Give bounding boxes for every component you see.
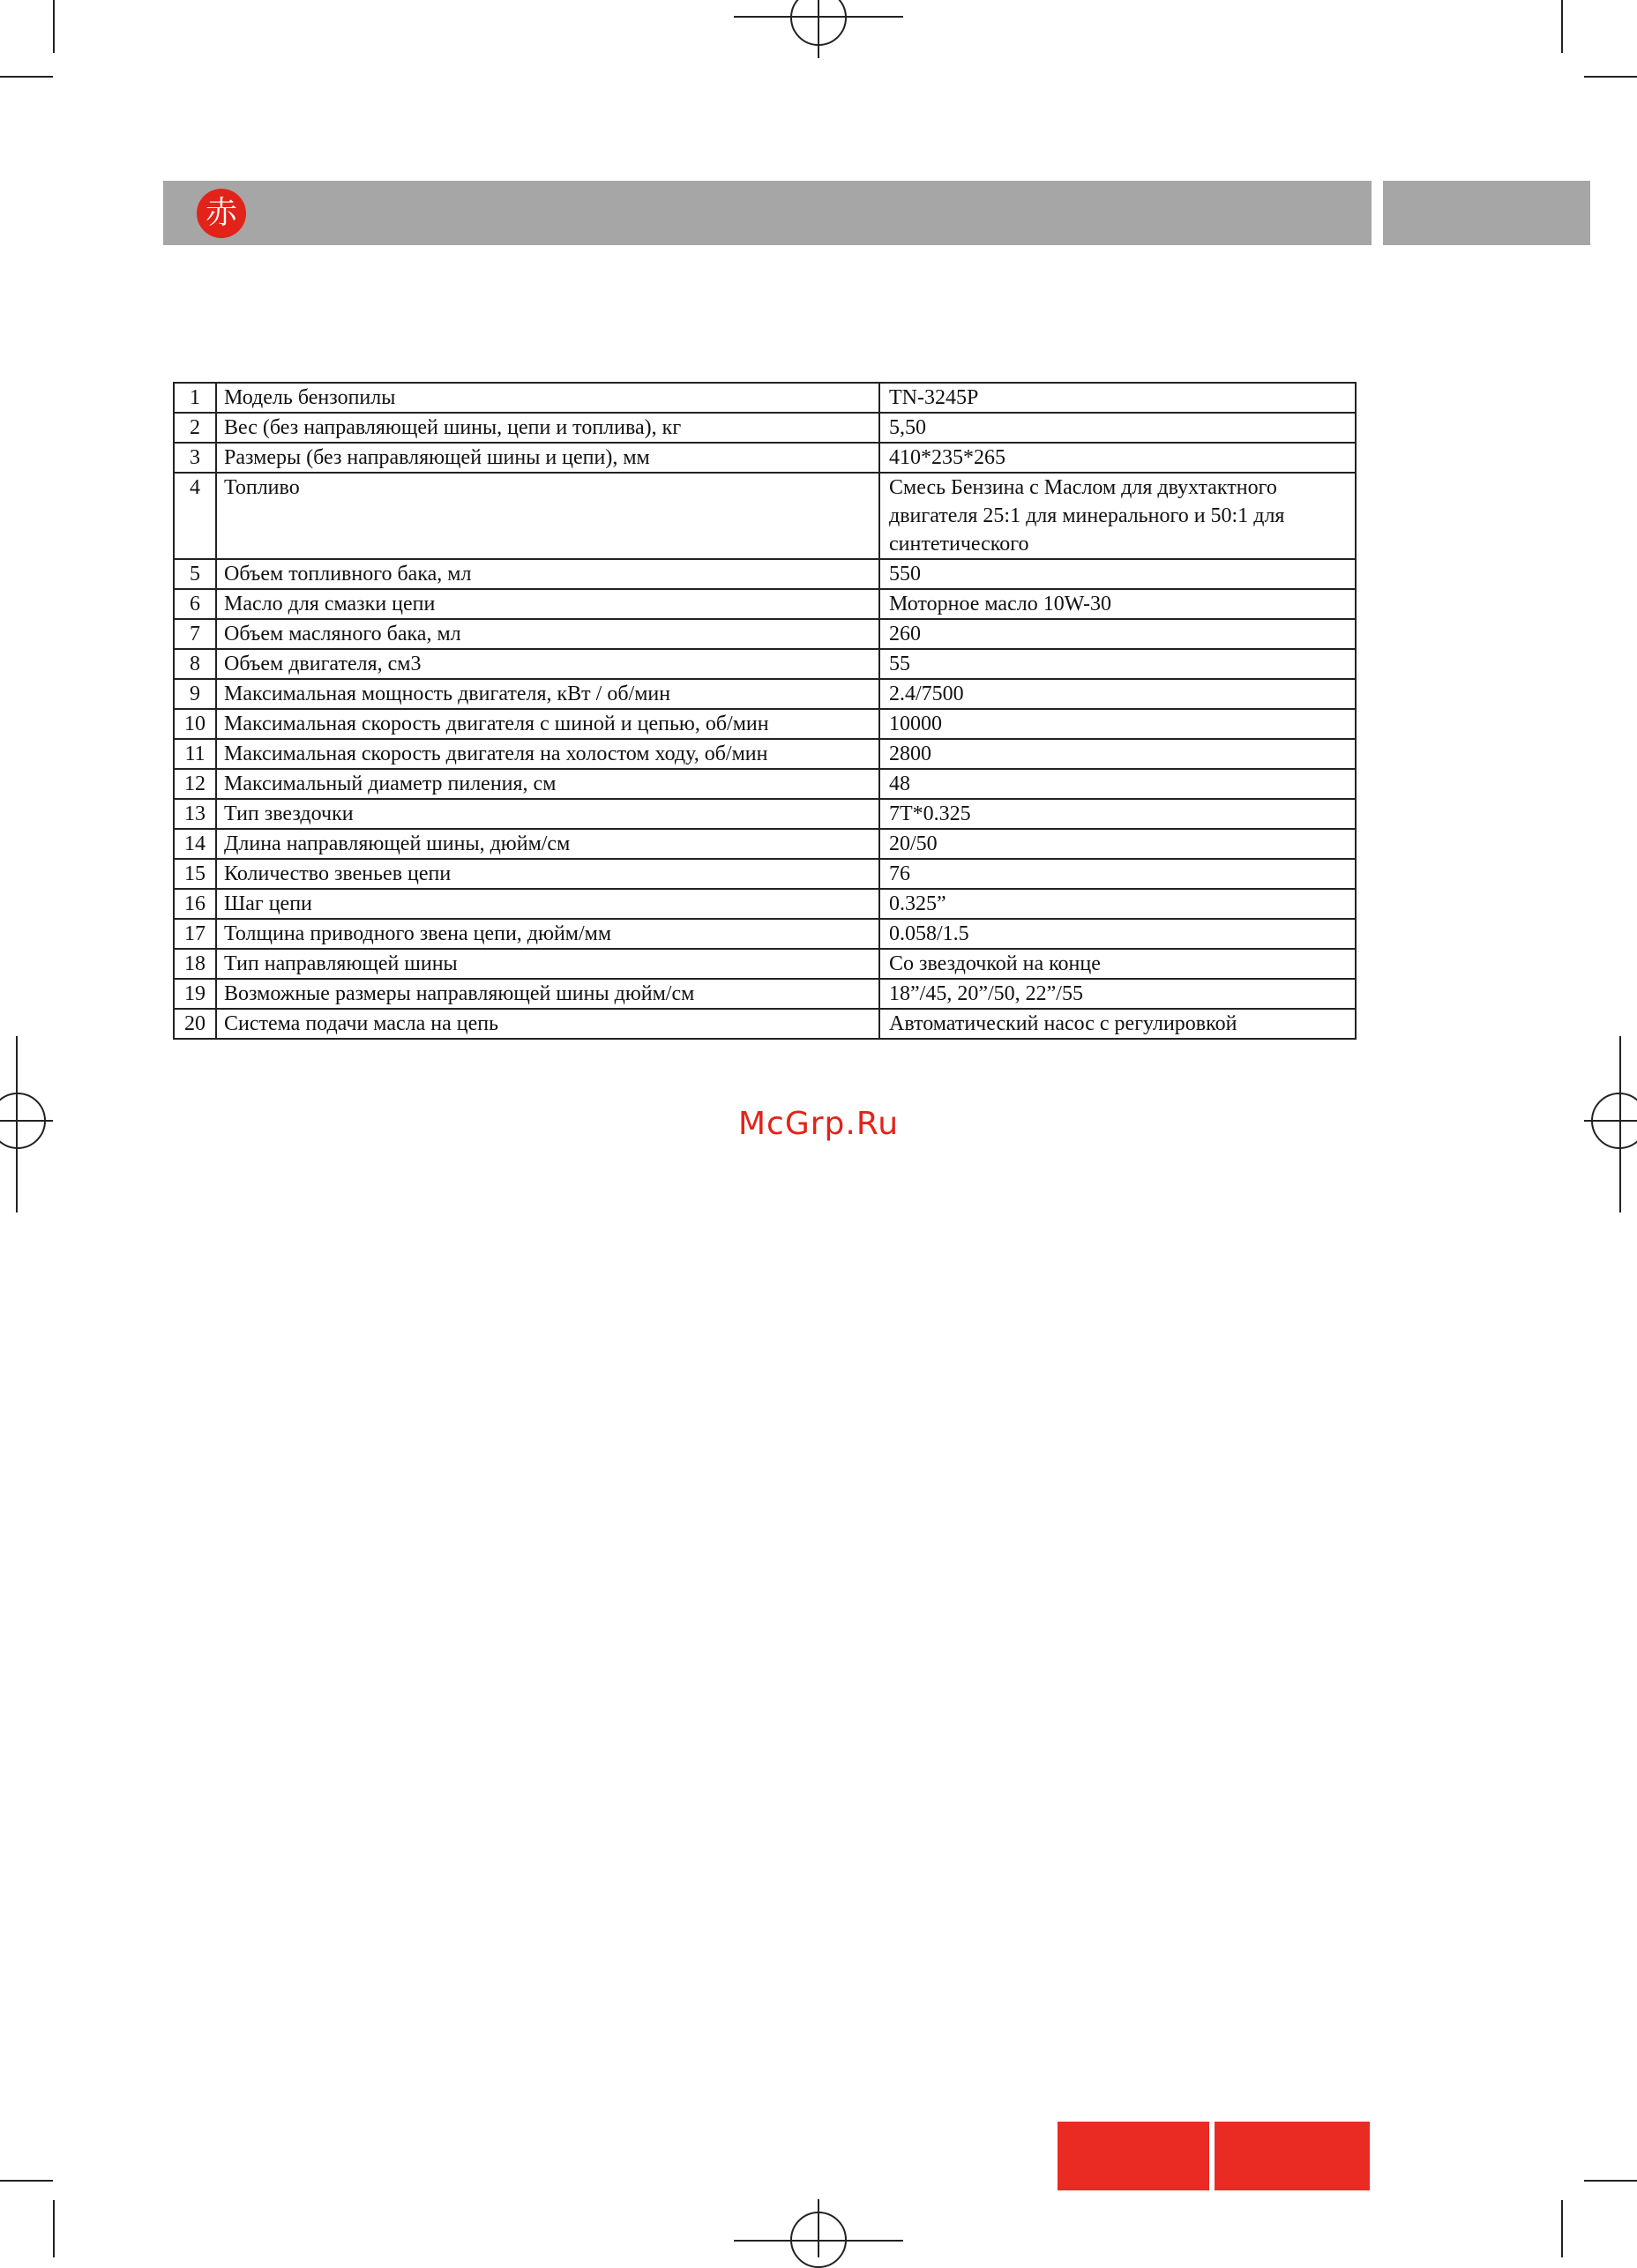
table-row: [174, 799, 1356, 829]
row-number: 13: [174, 799, 216, 829]
footer-block-left: [1058, 2122, 1209, 2190]
parameter-value: 5,50: [879, 413, 1356, 443]
row-number: 6: [174, 589, 216, 619]
parameter-value: Автоматический насос с регулировкой: [879, 1009, 1356, 1039]
table-row: [174, 859, 1356, 889]
row-number: 9: [174, 679, 216, 709]
parameter-name: Толщина приводного звена цепи, дюйм/мм: [216, 919, 879, 949]
parameter-name: Масло для смазки цепи: [216, 589, 879, 619]
parameter-name: Максимальная скорость двигателя на холостом ходу, об/мин: [216, 739, 879, 769]
row-number: 18: [174, 949, 216, 979]
parameter-name: Длина направляющей шины, дюйм/см: [216, 829, 879, 859]
table-row: [174, 383, 1356, 413]
specifications-table: [173, 382, 1357, 1040]
parameter-value: 550: [879, 559, 1356, 589]
registration-mark-icon: [790, 2212, 847, 2268]
crop-mark: [0, 2180, 53, 2182]
row-number: 3: [174, 443, 216, 473]
crop-mark: [1584, 2180, 1637, 2182]
parameter-name: Объем топливного бака, мл: [216, 559, 879, 589]
footer-block-right: [1215, 2122, 1370, 2190]
registration-mark-icon: [790, 0, 847, 46]
parameter-value: TN-3245P: [879, 383, 1356, 413]
row-number: 16: [174, 889, 216, 919]
table-row: [174, 949, 1356, 979]
parameter-name: Количество звеньев цепи: [216, 859, 879, 889]
parameter-value: Смесь Бензина с Маслом для двухтактного двигателя 25:1 для минерального и 50:1 для синтетического: [879, 473, 1356, 559]
table-row: [174, 829, 1356, 859]
brand-logo-icon: 赤: [197, 189, 246, 238]
parameter-name: Тип звездочки: [216, 799, 879, 829]
row-number: 19: [174, 979, 216, 1009]
table-row: [174, 413, 1356, 443]
row-number: 14: [174, 829, 216, 859]
crop-mark: [53, 2200, 55, 2257]
parameter-name: Топливо: [216, 473, 879, 559]
header-bar-right: [1383, 181, 1590, 245]
parameter-value: 260: [879, 619, 1356, 649]
crop-mark: [1584, 76, 1637, 78]
crop-mark: [1561, 0, 1563, 53]
parameter-value: 18”/45, 20”/50, 22”/55: [879, 979, 1356, 1009]
table-row: [174, 589, 1356, 619]
watermark: McGrp.Ru: [737, 1106, 900, 1142]
row-number: 1: [174, 383, 216, 413]
row-number: 5: [174, 559, 216, 589]
row-number: 20: [174, 1009, 216, 1039]
table-row: [174, 769, 1356, 799]
parameter-value: 2800: [879, 739, 1356, 769]
parameter-name: Объем двигателя, см3: [216, 649, 879, 679]
row-number: 7: [174, 619, 216, 649]
parameter-name: Вес (без направляющей шины, цепи и топлива), кг: [216, 413, 879, 443]
parameter-value: Моторное масло 10W-30: [879, 589, 1356, 619]
table-row: [174, 649, 1356, 679]
parameter-value: 0.325”: [879, 889, 1356, 919]
parameter-name: Шаг цепи: [216, 889, 879, 919]
parameter-name: Система подачи масла на цепь: [216, 1009, 879, 1039]
parameter-value: 76: [879, 859, 1356, 889]
parameter-name: Модель бензопилы: [216, 383, 879, 413]
specifications-table-body: [174, 383, 1356, 1039]
parameter-value: 410*235*265: [879, 443, 1356, 473]
table-row: [174, 559, 1356, 589]
parameter-value: 0.058/1.5: [879, 919, 1356, 949]
row-number: 12: [174, 769, 216, 799]
table-row: [174, 1009, 1356, 1039]
parameter-name: Максимальная скорость двигателя с шиной и цепью, об/мин: [216, 709, 879, 739]
row-number: 15: [174, 859, 216, 889]
table-row: [174, 679, 1356, 709]
parameter-value: Со звездочкой на конце: [879, 949, 1356, 979]
parameter-name: Максимальный диаметр пиления, см: [216, 769, 879, 799]
parameter-value: 7T*0.325: [879, 799, 1356, 829]
table-row: [174, 473, 1356, 559]
row-number: 11: [174, 739, 216, 769]
parameter-value: 55: [879, 649, 1356, 679]
crop-mark: [1561, 2200, 1563, 2257]
row-number: 2: [174, 413, 216, 443]
parameter-name: Максимальная мощность двигателя, кВт / об/мин: [216, 679, 879, 709]
table-row: [174, 443, 1356, 473]
parameter-value: 2.4/7500: [879, 679, 1356, 709]
table-row: [174, 919, 1356, 949]
row-number: 17: [174, 919, 216, 949]
parameter-name: Размеры (без направляющей шины и цепи), мм: [216, 443, 879, 473]
row-number: 4: [174, 473, 216, 559]
table-row: [174, 709, 1356, 739]
table-row: [174, 979, 1356, 1009]
parameter-name: Объем масляного бака, мл: [216, 619, 879, 649]
parameter-name: Тип направляющей шины: [216, 949, 879, 979]
header-bar: [163, 181, 1372, 245]
parameter-name: Возможные размеры направляющей шины дюйм/см: [216, 979, 879, 1009]
parameter-value: 48: [879, 769, 1356, 799]
crop-mark: [53, 0, 55, 53]
table-row: [174, 889, 1356, 919]
table-row: [174, 619, 1356, 649]
table-row: [174, 739, 1356, 769]
row-number: 8: [174, 649, 216, 679]
row-number: 10: [174, 709, 216, 739]
parameter-value: 10000: [879, 709, 1356, 739]
parameter-value: 20/50: [879, 829, 1356, 859]
crop-mark: [0, 76, 53, 78]
